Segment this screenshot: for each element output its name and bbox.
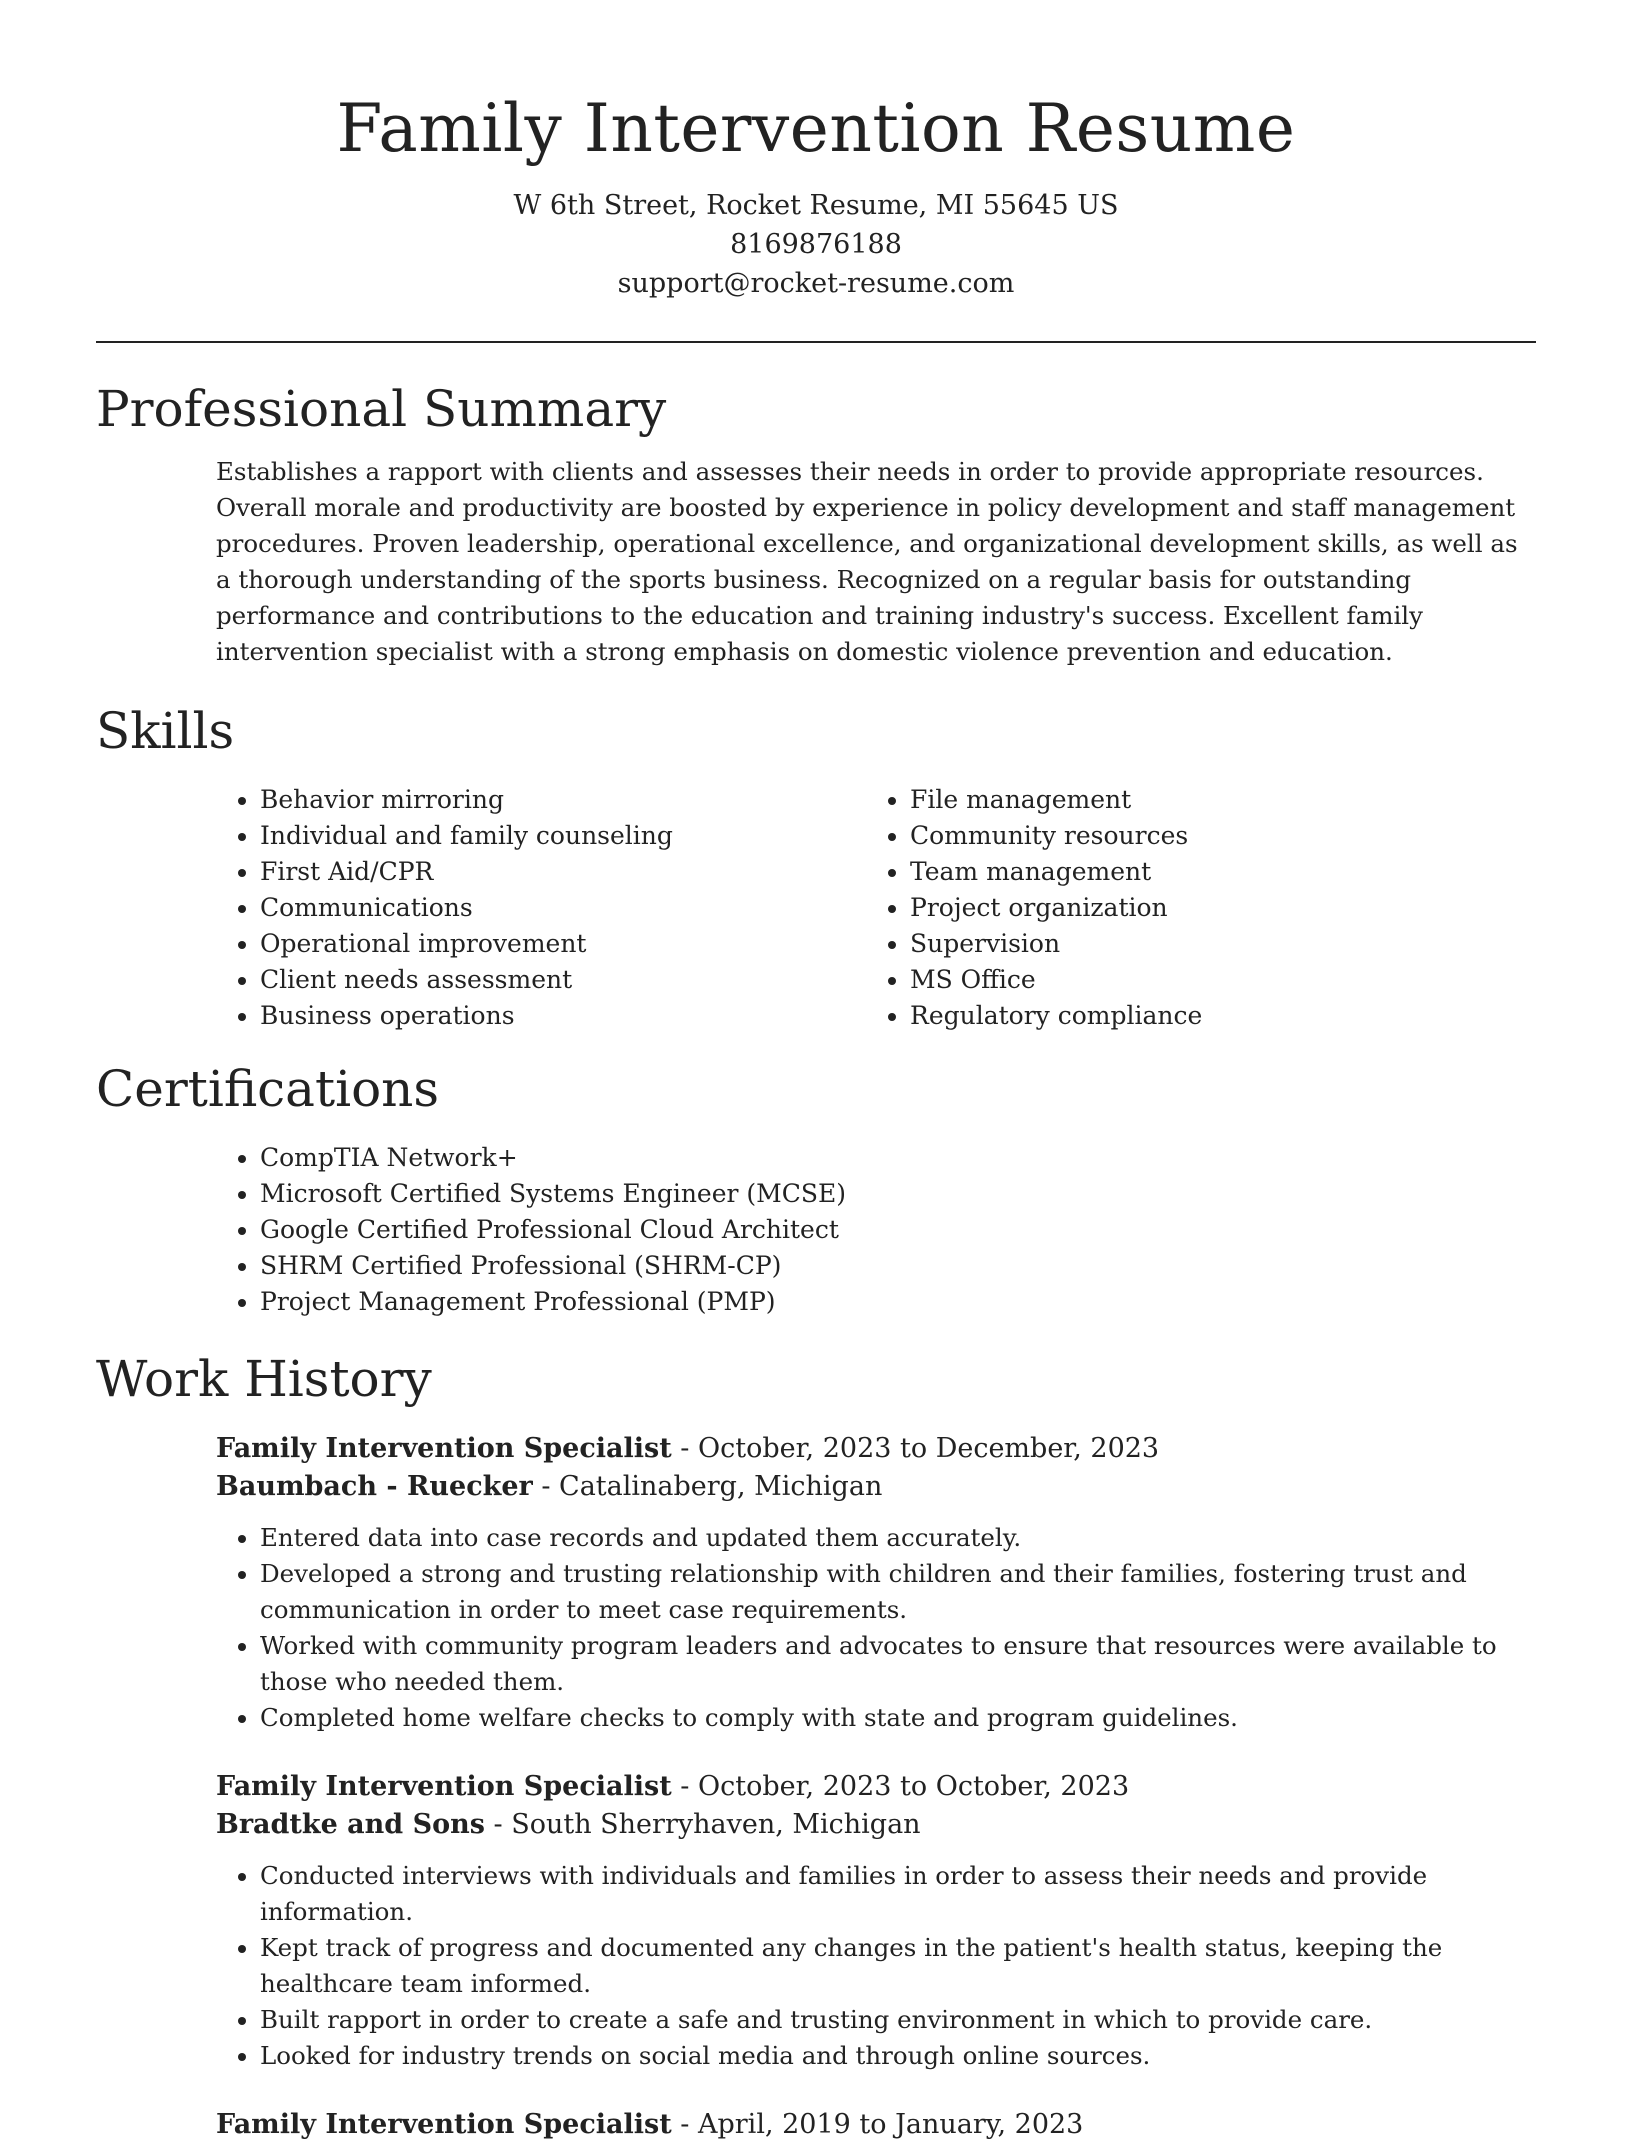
job-dates: - April, 2019 to January, 2023: [671, 2109, 1084, 2140]
job-bullet: • Conducted interviews with individuals and families in order to assess their needs and provide information.: [260, 1858, 1536, 1930]
job-title: Family Intervention Specialist: [216, 1771, 672, 1802]
job-title: Family Intervention Specialist: [216, 1433, 672, 1464]
job-bullet: • Completed home welfare checks to comply with state and program guidelines.: [260, 1700, 1536, 1736]
summary-heading: Professional Summary: [96, 380, 667, 438]
skill-item: • File management: [910, 782, 1510, 818]
job-location: - South Sherryhaven, Michigan: [484, 1809, 921, 1840]
certifications-heading: Certifications: [96, 1060, 440, 1118]
job-bullet: • Entered data into case records and updated them accurately.: [260, 1520, 1536, 1556]
phone: 8169876188: [730, 229, 902, 260]
email: support@rocket-resume.com: [617, 268, 1015, 299]
certification-item: • Google Certified Professional Cloud Architect: [260, 1212, 1536, 1248]
job-entry: [216, 1430, 1536, 1736]
job-bullet: • Built rapport in order to create a safe and trusting environment in which to provide care.: [260, 2002, 1536, 2038]
job-dates: - October, 2023 to October, 2023: [671, 1771, 1130, 1802]
header-divider: [96, 341, 1536, 343]
job-title-line: [216, 1430, 1536, 1468]
resume-title: Family Intervention Resume: [336, 90, 1296, 167]
address: W 6th Street, Rocket Resume, MI 55645 US: [513, 190, 1119, 221]
job-bullet: • Looked for industry trends on social media and through online sources.: [260, 2038, 1536, 2074]
job-entry: [216, 1768, 1536, 2074]
skill-item: • Communications: [260, 890, 910, 926]
skill-item: • Behavior mirroring: [260, 782, 910, 818]
certification-item: • Project Management Professional (PMP): [260, 1284, 1536, 1320]
summary-text: Establishes a rapport with clients and assesses their needs in order to provide appropriate resources. Overall morale and productivity are boosted by experience in policy development and staff management procedures. Proven leadership, operational excellence, and organizational development skills, as well as a thorough understanding of the sports business. Recognized on a regular basis for outstanding performance and contributions to the education and training industry's success. Excellent family intervention specialist with a strong emphasis on domestic violence prevention and education.: [216, 457, 1518, 666]
job-company-line: [216, 1468, 1536, 1506]
skill-item: • First Aid/CPR: [260, 854, 910, 890]
job-bullet: • Kept track of progress and documented any changes in the patient's health status, keeping the healthcare team informed.: [260, 1930, 1536, 2002]
job-bullets: [216, 1858, 1536, 2074]
job-company: Baumbach - Ruecker: [216, 1471, 533, 1502]
job-location: - Catalinaberg, Michigan: [532, 1471, 883, 1502]
skills-heading: Skills: [96, 702, 235, 760]
certification-item: • SHRM Certified Professional (SHRM-CP): [260, 1248, 1536, 1284]
job-dates: - October, 2023 to December, 2023: [671, 1433, 1160, 1464]
skills-section: [96, 700, 1536, 1034]
summary-section: [96, 378, 1536, 670]
skill-item: • Community resources: [910, 818, 1510, 854]
skills-columns: [96, 782, 1536, 1034]
skill-item: • Client needs assessment: [260, 962, 910, 998]
job-title: Family Intervention Specialist: [216, 2109, 672, 2140]
work-history-heading: Work History: [96, 1350, 432, 1408]
job-bullet: • Worked with community program leaders and advocates to ensure that resources were available to those who needed them.: [260, 1628, 1536, 1700]
job-bullet: • Developed a strong and trusting relationship with children and their families, fostering trust and communication in order to meet case requirements.: [260, 1556, 1536, 1628]
job-company: Bradtke and Sons: [216, 1809, 485, 1840]
job-title-line: [216, 1768, 1536, 1806]
skill-item: • Project organization: [910, 890, 1510, 926]
job-company-line: [216, 1806, 1536, 1844]
skill-item: • MS Office: [910, 962, 1510, 998]
certifications-list: [96, 1140, 1536, 1320]
job-bullets: [216, 1520, 1536, 1736]
resume-header: [0, 0, 1632, 303]
skills-list-right: [746, 782, 1510, 1034]
certifications-section: [96, 1058, 1536, 1320]
skill-item: • Individual and family counseling: [260, 818, 910, 854]
skill-item: • Regulatory compliance: [910, 998, 1510, 1034]
work-history-section: [96, 1348, 1536, 2144]
skill-item: • Business operations: [260, 998, 910, 1034]
certification-item: • Microsoft Certified Systems Engineer (MCSE): [260, 1176, 1536, 1212]
certification-item: • CompTIA Network+: [260, 1140, 1536, 1176]
skill-item: • Operational improvement: [260, 926, 910, 962]
skill-item: • Team management: [910, 854, 1510, 890]
skill-item: • Supervision: [910, 926, 1510, 962]
